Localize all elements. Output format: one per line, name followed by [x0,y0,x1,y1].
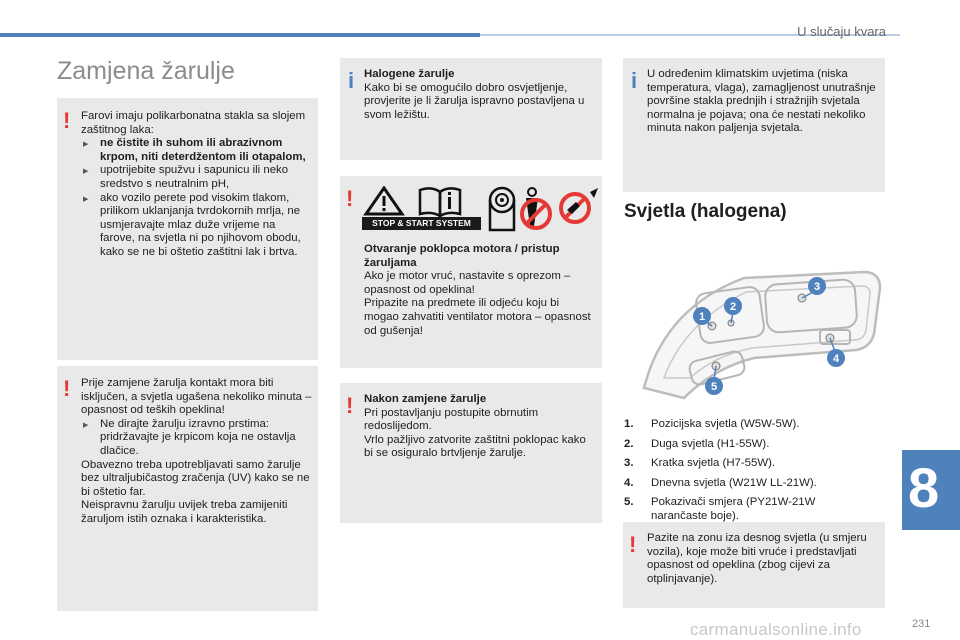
no-scarf-icon [522,188,550,228]
bullet-text: upotrijebite spužvu i sapunicu ili neko sredstvo s neutralnim pH, [100,164,289,190]
svg-text:3: 3 [813,281,821,293]
warning-hot-zone-text: Pazite na zonu iza desnog svjetla (u smjeru vozila), koje može biti vruće i predstavljati opasnost od opeklina (zbog cijevi za otplinjavanje). [647,532,867,585]
warning-line: Neispravnu žarulju uvijek treba zamijeniti žaruljom istih oznaka i karakteristika. [81,499,288,525]
warning-icon: ! [346,393,354,418]
fan-belt-icon [490,188,514,230]
info-title: Halogene žarulje [364,68,455,80]
bullet-item [81,418,313,459]
warning-icon: ! [346,186,354,211]
list-item [624,418,874,432]
info-fog-box [623,58,885,192]
warning-after-replace-text [364,393,596,461]
warning-title: Otvaranje poklopca motora / pristup žaruljama [364,243,560,269]
list-number: 2. [624,437,634,450]
chapter-number: 8 [908,456,940,519]
warning-icon: ! [629,532,637,557]
callout-1 [693,307,711,325]
warning-line: Ako je motor vruć, nastavite s oprezom – opasnost od opeklina! [364,270,571,296]
section-title: U slučaju kvara [797,24,886,39]
svg-text:1: 1 [698,311,706,323]
warning-line: Vrlo pažljivo zatvorite zaštitni poklopac kako bi se osiguralo brtvljenje žarulje. [364,433,586,460]
page-number: 231 [912,618,931,630]
watermark: carmanualsonline.info [690,620,862,639]
header-bar [0,33,480,37]
bullet-item [81,192,313,260]
list-label: Duga svjetla (H1-55W). [651,437,770,450]
list-label: Pokazivači smjera (PY21W-21W narančaste boje). [651,496,816,522]
bulb-list [624,418,874,530]
list-number: 3. [624,457,634,470]
manual-book-icon [420,188,460,216]
headlamp-diagram [634,268,884,408]
warning-hood-text [364,243,596,338]
bullet-text-bold: ne čistite ih suhom ili abrazivnom krpom, niti deterdžentom ili otapalom, [100,137,306,163]
callout-2 [724,297,742,315]
warning-polycarbonate-text [81,110,313,260]
list-label: Pozicijska svjetla (W5W-5W). [651,418,800,430]
bullet-text: Ne dirajte žarulju izravno prstima: pridržavajte je krpicom koja ne ostavlja dlačice. [100,417,296,457]
info-icon: i [348,68,355,93]
warning-line: Prije zamjene žarulja kontakt mora biti isključen, a svjetla ugašena nekoliko minuta – opasnost od teških opeklina! [81,377,312,417]
list-number: 4. [624,476,634,489]
bullet-text: ako vozilo perete pod visokim tlakom, prilikom uklanjanja tvrdokornih mrlja, ne usmjeravajte mlaz duže vrijeme na farove, na svjetla ni po njihovom obodu, kako se ne bi oštetio zaštitni lak i brtva. [100,191,301,258]
callout-3 [808,277,826,295]
svg-text:2: 2 [729,301,737,313]
warning-pictograms [362,186,602,240]
list-label: Kratka svjetla (H7-55W). [651,457,776,470]
callout-4 [827,349,845,367]
info-fog-text: U određenim klimatskim uvjetima (niska temperatura, vlaga), zamagljenost unutrašnje površine stakla prednjih i stražnjih svjetala normalna je pojava; ona će nestati nekoliko minuta nakon paljenja svjetala. [647,68,876,135]
warning-icon: ! [63,108,71,133]
list-item [624,438,874,452]
warning-triangle-icon [366,188,402,214]
stop-start-label: STOP & START SYSTEM [362,217,481,230]
no-hand-icon [561,188,598,222]
warning-hot-zone-box [623,522,885,608]
warning-before-replace-box [57,366,318,611]
warning-hood-box [340,176,602,368]
warning-line: Pri postavljanju postupite obrnutim redoslijedom. [364,406,539,433]
warning-title: Nakon zamjene žarulje [364,393,487,405]
bullet-item [81,164,313,191]
warning-line: Pripazite na predmete ili odjeću koju bi mogao zahvatiti ventilator motora – opasnost od gušenja! [364,297,591,337]
warning-intro: Farovi imaju polikarbonatna stakla sa slojem zaštitnog laka: [81,110,306,136]
info-halogen-box [340,58,602,160]
svg-text:4: 4 [832,353,840,365]
info-icon: i [631,68,638,93]
warning-icon: ! [63,376,71,401]
chapter-tab [902,450,960,530]
warning-before-replace-text [81,377,313,527]
list-label: Dnevna svjetla (W21W LL-21W). [651,476,817,489]
warning-polycarbonate-box [57,98,318,360]
lights-section-title: Svjetla (halogena) [624,201,787,222]
list-item [624,477,874,491]
info-halogen-text [364,68,596,122]
svg-text:5: 5 [710,381,718,393]
list-number: 1. [624,418,634,430]
info-line: Kako bi se omogućilo dobro osvjetljenje, provjerite je li žarulja ispravno postavljena u svom ležištu. [364,81,585,121]
list-number: 5. [624,496,634,509]
list-item [624,457,874,471]
callout-5 [705,377,723,395]
warning-after-replace-box [340,383,602,523]
bullet-item [81,137,313,164]
warning-line: Obavezno treba upotrebljavati samo žarulje bez ultraljubičastog zračenja (UV) kako se ne bi oštetio far. [81,458,310,498]
pictogram-strip [362,186,602,240]
list-item [624,496,874,523]
page-title: Zamjena žarulje [57,57,235,85]
